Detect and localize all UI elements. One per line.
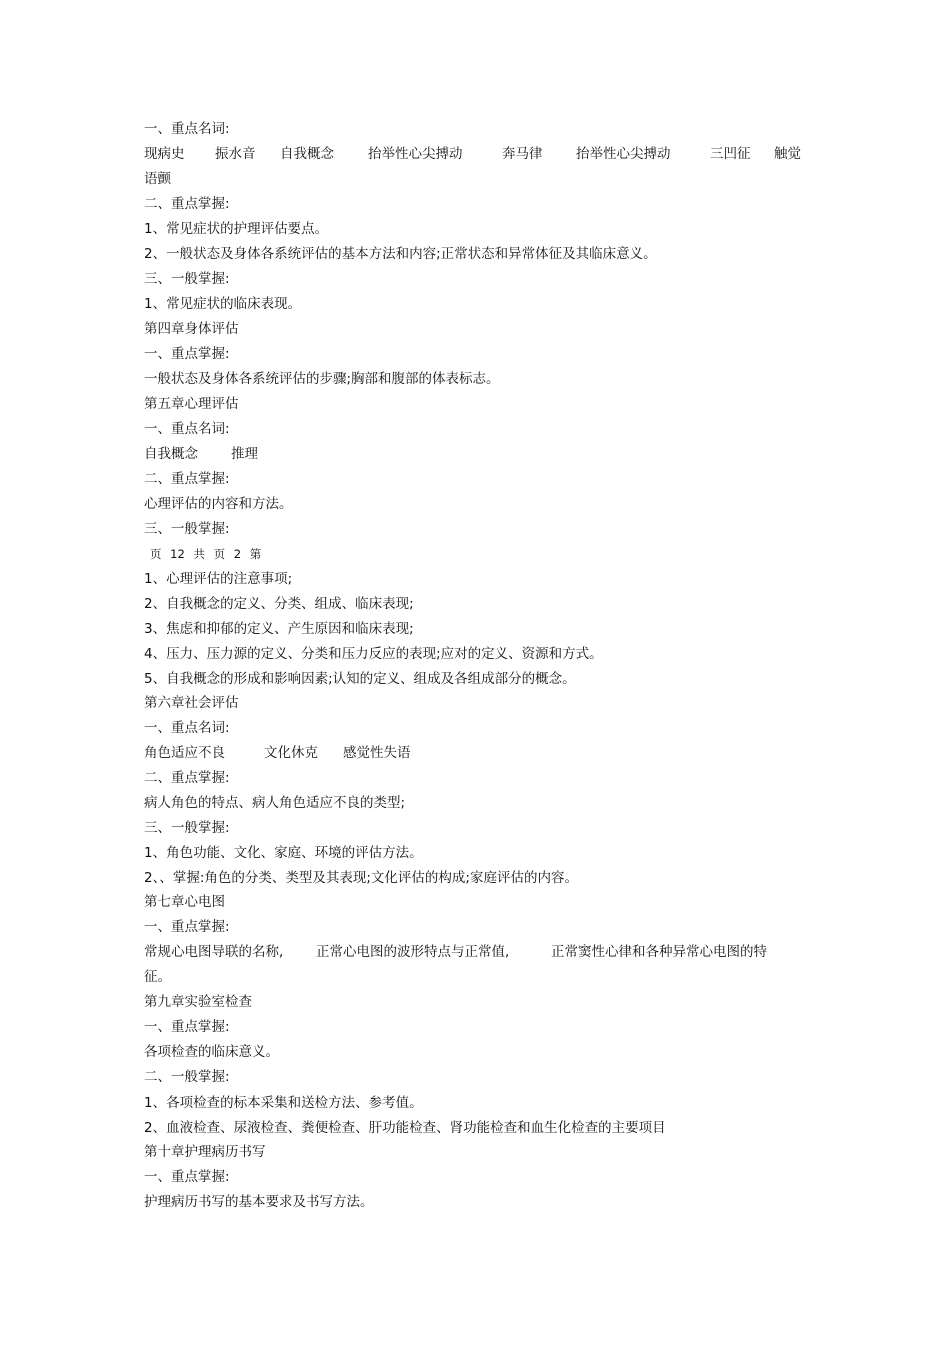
section-heading: 一、重点掌握: — [144, 919, 230, 935]
section-heading: 二、重点掌握: — [144, 196, 230, 212]
term-item: 正常心电图的波形特点与正常值, — [316, 944, 510, 960]
text-line: 病人角色的特点、病人角色适应不良的类型; — [144, 795, 406, 811]
section-heading: 三、一般掌握: — [144, 271, 230, 287]
chapter-title: 第六章社会评估 — [144, 695, 239, 711]
term-item: 抬举性心尖搏动 — [368, 146, 463, 162]
term-item: 现病史 — [144, 146, 185, 162]
text-line: 5、自我概念的形成和影响因素;认知的定义、组成及各组成部分的概念。 — [144, 671, 576, 687]
section-heading: 一、重点掌握: — [144, 346, 230, 362]
section-heading: 一、重点名词: — [144, 121, 230, 137]
section-heading: 二、重点掌握: — [144, 770, 230, 786]
term-item: 感觉性失语 — [343, 745, 411, 761]
term-list — [144, 744, 444, 762]
term-item: 自我概念 — [280, 146, 334, 162]
chapter-title: 第五章心理评估 — [144, 396, 239, 412]
text-line: 1、常见症状的护理评估要点。 — [144, 221, 329, 237]
section-heading: 一、重点名词: — [144, 720, 230, 736]
section-heading: 一、重点掌握: — [144, 1019, 230, 1035]
term-list — [144, 145, 814, 163]
text-line: 2、一般状态及身体各系统评估的基本方法和内容;正常状态和异常体征及其临床意义。 — [144, 246, 657, 262]
text-line: 语颤 — [144, 171, 171, 187]
text-line: 4、压力、压力源的定义、分类和压力反应的表现;应对的定义、资源和方式。 — [144, 646, 603, 662]
term-item: 推理 — [231, 446, 258, 462]
term-item: 正常窦性心律和各种异常心电图的特 — [551, 944, 767, 960]
text-line: 2、、掌握:角色的分类、类型及其表现;文化评估的构成;家庭评估的内容。 — [144, 870, 578, 886]
text-line: 护理病历书写的基本要求及书写方法。 — [144, 1194, 374, 1210]
term-item: 常规心电图导联的名称, — [144, 944, 284, 960]
term-item: 抬举性心尖搏动 — [576, 146, 671, 162]
text-line: 3、焦虑和抑郁的定义、产生原因和临床表现; — [144, 621, 414, 637]
term-item: 三凹征 — [710, 146, 751, 162]
term-item: 角色适应不良 — [144, 745, 225, 761]
chapter-title: 第九章实验室检查 — [144, 994, 252, 1010]
chapter-title: 第四章身体评估 — [144, 321, 239, 337]
term-item: 奔马律 — [502, 146, 543, 162]
chapter-title: 第七章心电图 — [144, 894, 225, 910]
term-list — [144, 445, 344, 463]
text-line: 1、各项检查的标本采集和送检方法、参考值。 — [144, 1095, 423, 1111]
text-line: 1、常见症状的临床表现。 — [144, 296, 302, 312]
text-line: 1、心理评估的注意事项; — [144, 571, 293, 587]
section-heading: 三、一般掌握: — [144, 521, 230, 537]
text-line: 2、自我概念的定义、分类、组成、临床表现; — [144, 596, 414, 612]
text-line: 2、血液检查、尿液检查、粪便检查、肝功能检查、肾功能检查和血生化检查的主要项目 — [144, 1120, 666, 1136]
text-line: 1、角色功能、文化、家庭、环境的评估方法。 — [144, 845, 423, 861]
text-line: 征。 — [144, 969, 171, 985]
text-line: 一般状态及身体各系统评估的步骤;胸部和腹部的体表标志。 — [144, 371, 500, 387]
section-heading: 三、一般掌握: — [144, 820, 230, 836]
page-marker: 页 12 共 页 2 第 — [150, 547, 262, 561]
term-item: 触觉 — [774, 146, 801, 162]
chapter-title: 第十章护理病历书写 — [144, 1144, 266, 1160]
section-heading: 二、重点掌握: — [144, 471, 230, 487]
section-heading: 一、重点掌握: — [144, 1169, 230, 1185]
text-line: 各项检查的临床意义。 — [144, 1044, 279, 1060]
term-item: 文化休克 — [264, 745, 318, 761]
term-item: 自我概念 — [144, 446, 198, 462]
section-heading: 二、一般掌握: — [144, 1069, 230, 1085]
section-heading: 一、重点名词: — [144, 421, 230, 437]
text-line: 心理评估的内容和方法。 — [144, 496, 293, 512]
term-list — [144, 943, 784, 961]
term-item: 振水音 — [215, 146, 256, 162]
